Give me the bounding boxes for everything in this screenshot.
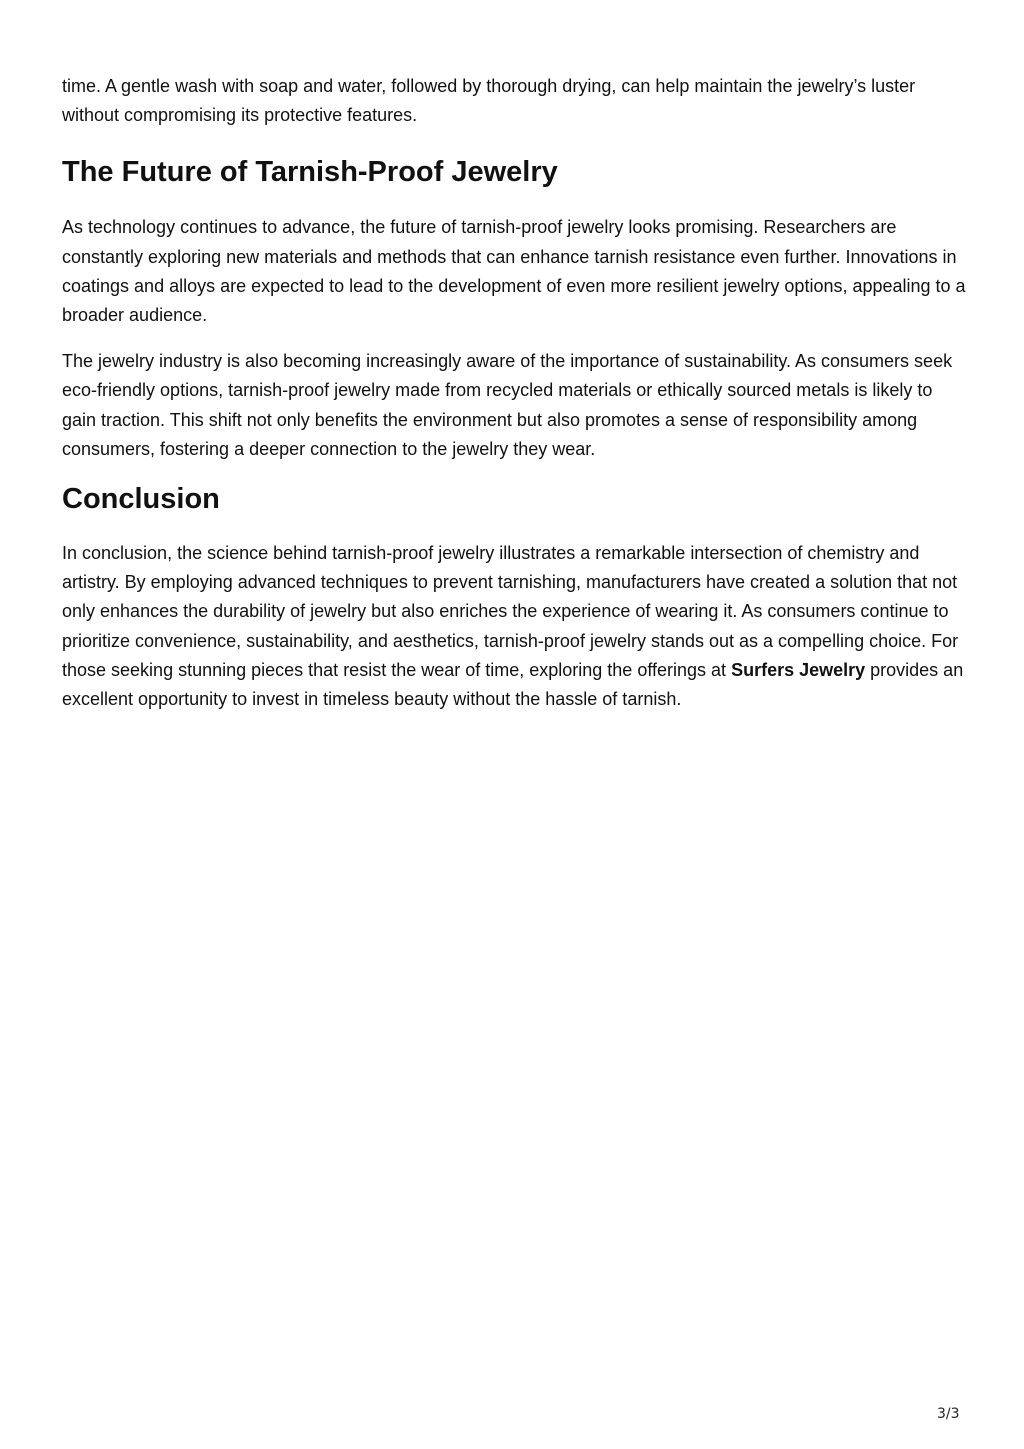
page-number: 3/3 [937,1406,960,1422]
conclusion-section [62,481,967,714]
intro-paragraph: time. A gentle wash with soap and water, followed by thorough drying, can help maintain the jewelry’s luster without compromising its protective features. [62,76,916,126]
future-section [62,154,967,464]
future-paragraph-1: As technology continues to advance, the future of tarnish-proof jewelry looks promising. Researchers are constantly exploring new materials and methods that can enhance tarnish resistance even further. Innovations in coatings and alloys are expected to lead to the development of even more resilient jewelry options, appealing to a broader audience. [62,217,966,326]
future-paragraph-2: The jewelry industry is also becoming increasingly aware of the importance of sustainability. As consumers seek eco-friendly options, tarnish-proof jewelry made from recycled materials or ethically sourced metals is likely to gain traction. This shift not only benefits the environment but also promotes a sense of responsibility among consumers, fostering a deeper connection to the jewelry they wear. [62,351,953,459]
brand-name: Surfers Jewelry [731,659,866,680]
conclusion-heading: Conclusion [62,483,220,516]
document-page [62,72,967,731]
conclusion-text-after-brand: provides an excellent opportunity to invest in timeless beauty without the hassle of tarnish. [62,659,964,710]
future-heading: The Future of Tarnish-Proof Jewelry [62,156,558,189]
conclusion-text-before-brand: In conclusion, the science behind tarnish-proof jewelry illustrates a remarkable intersection of chemistry and artistry. By employing advanced techniques to prevent tarnishing, manufacturers have created a solution that not only enhances the durability of jewelry but also enriches the experience of wearing it. As consumers continue to prioritize convenience, sustainability, and aesthetics, tarnish-proof jewelry stands out as a compelling choice. For those seeking stunning pieces that resist the wear of time, exploring the offerings at [62,543,959,680]
conclusion-paragraph [62,539,967,714]
